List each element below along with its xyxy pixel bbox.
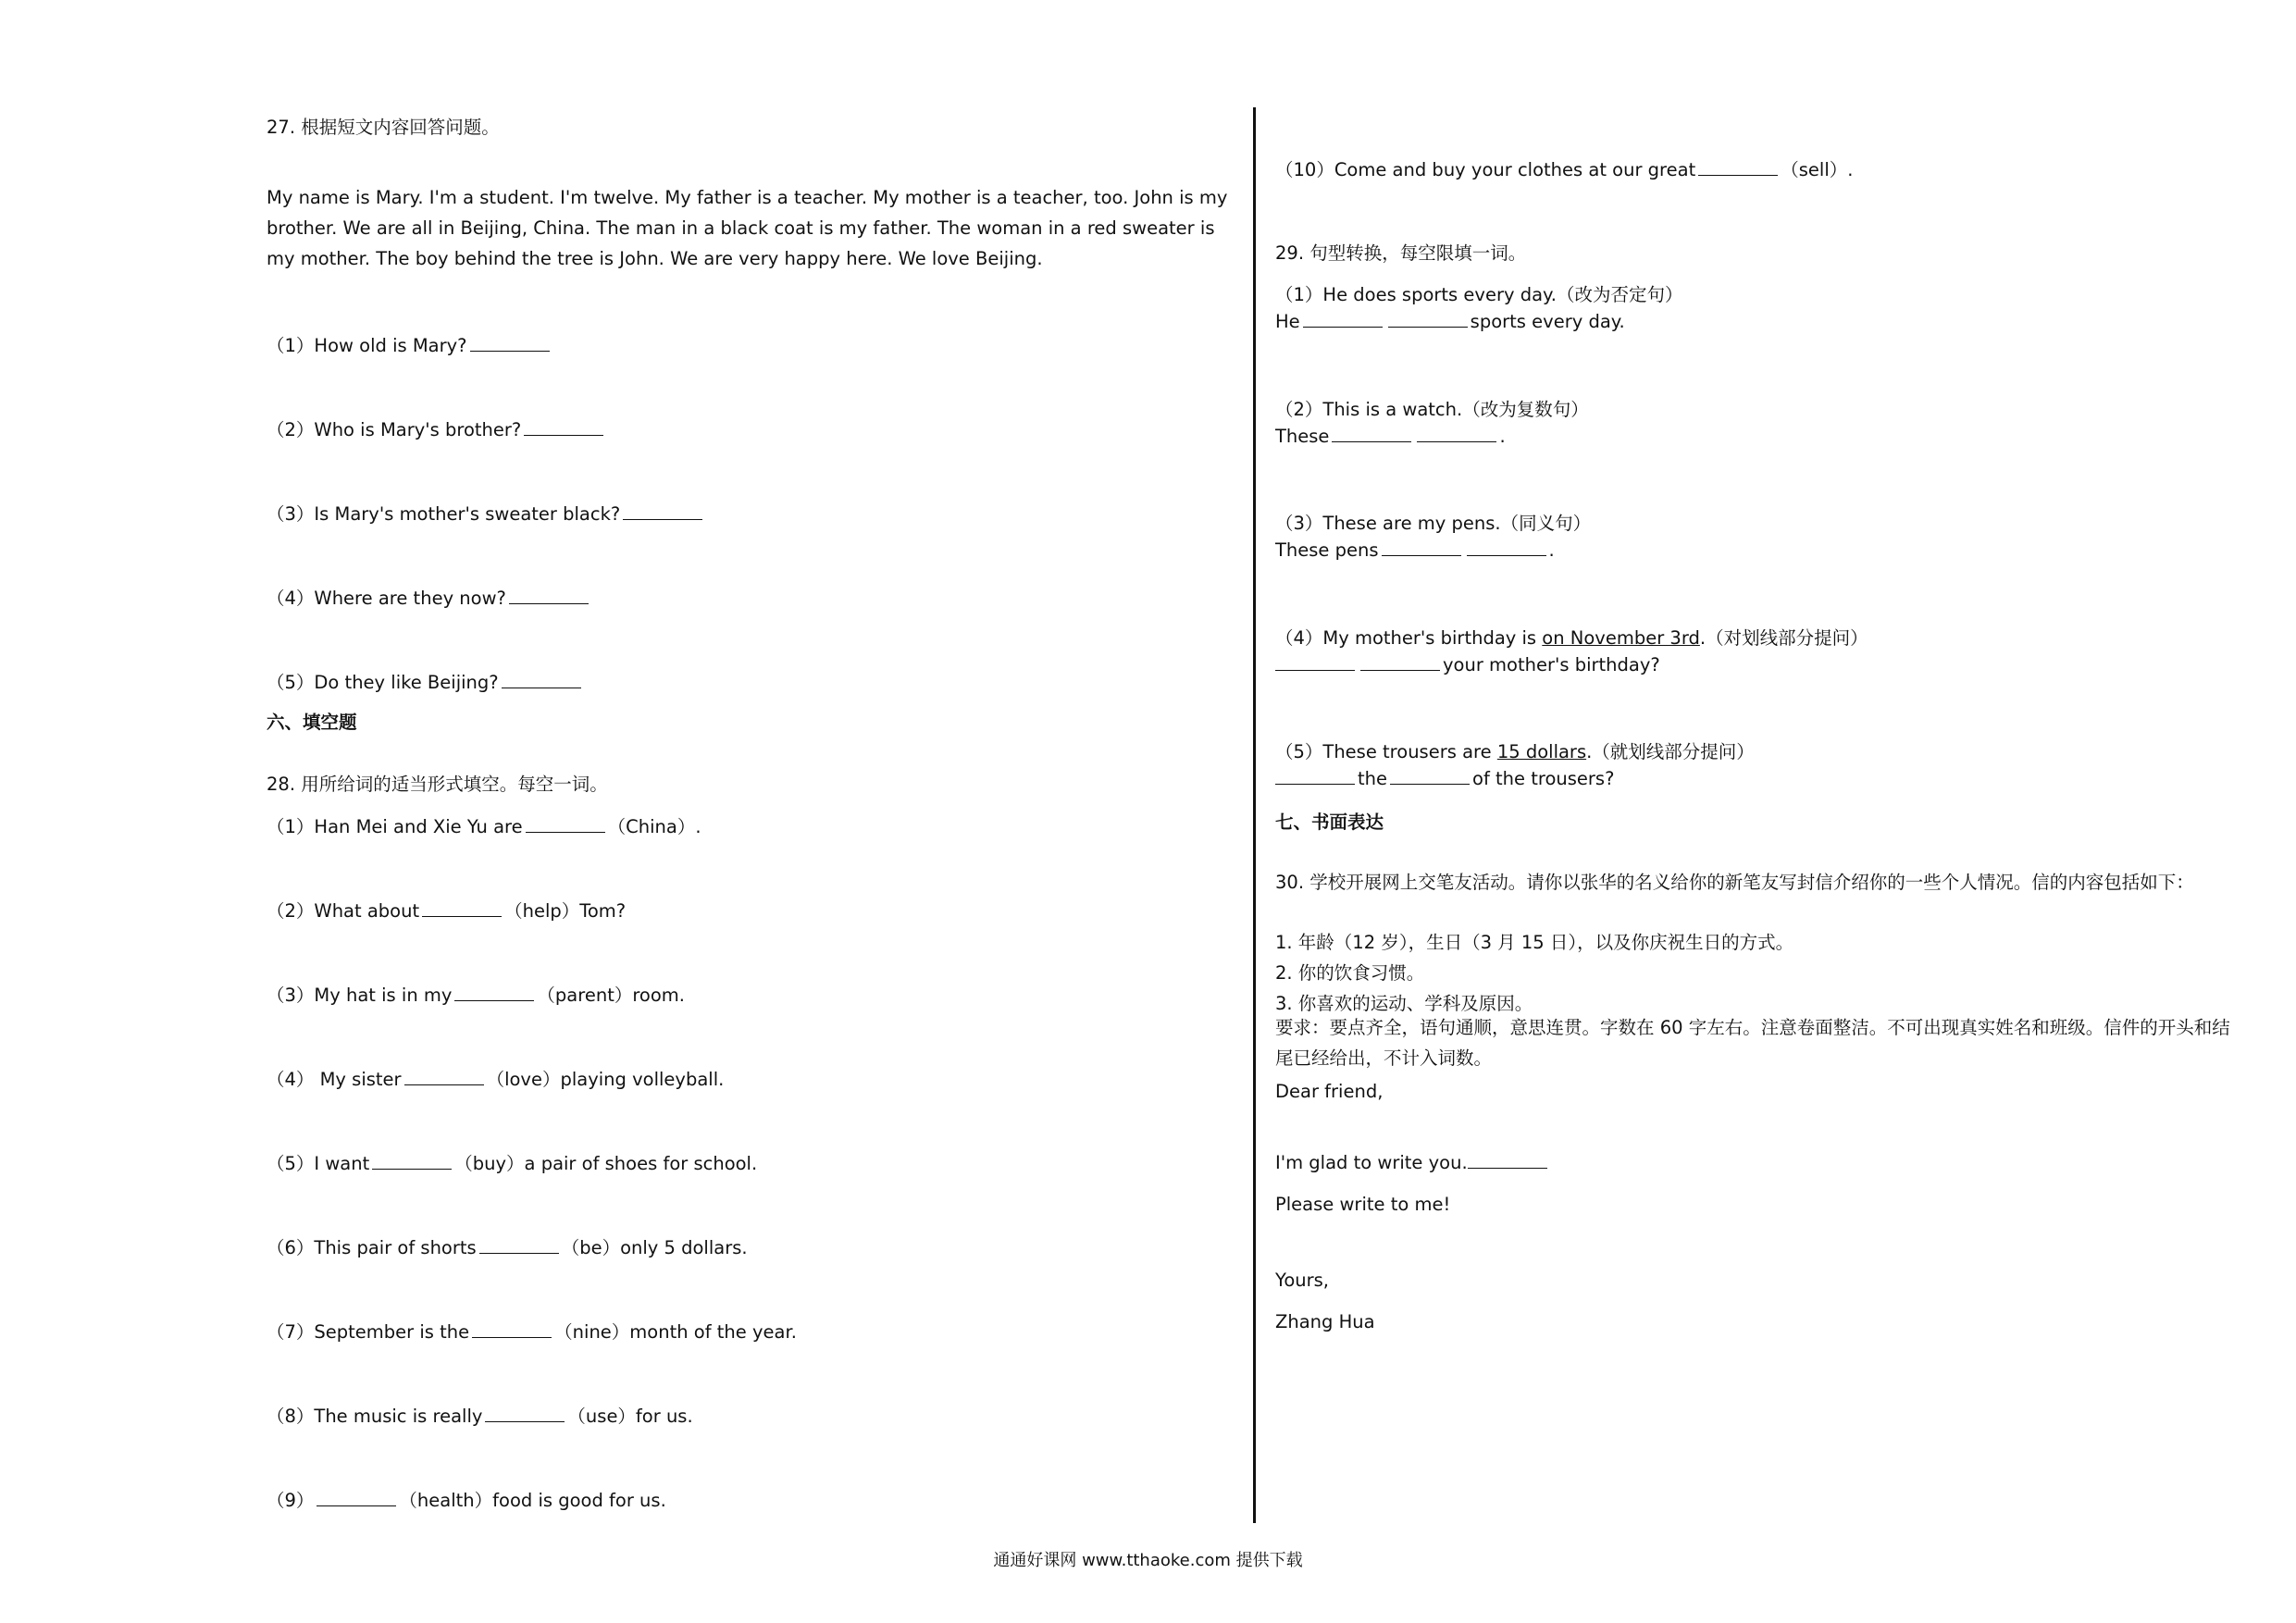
q28-item-8-before: （8）The music is really: [267, 1406, 483, 1427]
q27-passage: My name is Mary. I'm a student. I'm twelve. My father is a teacher. My mother is a teacher, too. John is my brother. We are all in Beijing, China. The man in a black coat is my father. The woman in a red sweater is my mother. The boy behind the tree is John. We are very happy here. We love Beijing.: [267, 187, 1228, 269]
q28-item-10-before: （10）Come and buy your clothes at our great: [1275, 159, 1696, 180]
q29-title: 29. 句型转换，每空限填一词。: [1275, 242, 1527, 264]
answer-blank[interactable]: [1275, 783, 1355, 785]
answer-blank[interactable]: [623, 518, 702, 520]
q29-item-2-answer: [1275, 426, 1506, 447]
letter-greeting: Dear friend,: [1275, 1081, 1384, 1102]
q27-item-1-text: （1）How old is Mary?: [267, 335, 467, 356]
q30-intro: 30. 学校开展网上交笔友活动。请你以张华的名义给你的新笔友写封信介绍你的一些个人情况。信的内容包括如下：: [1275, 872, 2194, 893]
q27-item-4-text: （4）Where are they now?: [267, 588, 506, 609]
q28-item-4: [267, 1065, 724, 1091]
q28-item-2-before: （2）What about: [267, 900, 420, 922]
q28-item-9-before: （9）: [267, 1490, 315, 1511]
q29-item-4-underlined: on November 3rd: [1542, 627, 1700, 649]
q28-item-6-before: （6）This pair of shorts: [267, 1237, 477, 1258]
letter-closing-line: Please write to me!: [1275, 1194, 1451, 1215]
q29-item-5-post: .（就划线部分提问）: [1586, 741, 1755, 762]
q29-item-1-prompt: （1）He does sports every day.（改为否定句）: [1275, 284, 1683, 305]
q28-item-3-before: （3）My hat is in my: [267, 985, 453, 1006]
answer-blank[interactable]: [404, 1084, 484, 1085]
q29-item-1-answer: [1275, 311, 1625, 332]
column-divider: [1253, 107, 1256, 1523]
answer-blank[interactable]: [470, 350, 550, 352]
section-heading-6: 六、填空题: [267, 712, 357, 733]
q27-title: 27. 根据短文内容回答问题。: [267, 117, 500, 138]
q29-item-4-pre: （4）My mother's birthday is: [1275, 627, 1543, 649]
answer-blank[interactable]: [316, 1505, 396, 1506]
answer-blank[interactable]: [1332, 440, 1411, 442]
answer-blank[interactable]: [1467, 554, 1546, 556]
q28-item-7-before: （7）September is the: [267, 1321, 470, 1343]
q28-item-4-after: （love）playing volleyball.: [486, 1069, 725, 1090]
q28-item-6: [267, 1233, 748, 1259]
q29-item-5-mid: the: [1358, 768, 1388, 789]
answer-blank[interactable]: [1698, 174, 1778, 176]
q29-item-5-prompt: [1275, 737, 1755, 763]
answer-blank[interactable]: [1417, 440, 1496, 442]
q28-item-9-after: （health）food is good for us.: [399, 1490, 666, 1511]
page-footer: 通通好课网 www.tthaoke.com 提供下载: [993, 1551, 1303, 1570]
q27-item-5-text: （5）Do they like Beijing?: [267, 672, 499, 693]
q29-item-1-tail: sports every day.: [1470, 311, 1625, 332]
q28-item-1-after: （China）.: [607, 816, 701, 837]
q27-item-1: [267, 331, 552, 357]
q28-item-7: [267, 1318, 797, 1344]
q30-point-1: 1. 年龄（12 岁），生日（3 月 15 日），以及你庆祝生日的方式。: [1275, 932, 1794, 953]
q30-point-3: 3. 你喜欢的运动、学科及原因。: [1275, 993, 1533, 1014]
answer-blank[interactable]: [479, 1252, 559, 1254]
q29-item-4-answer: [1275, 654, 1660, 675]
q29-item-1-lead: He: [1275, 311, 1300, 332]
q29-item-5-underlined: 15 dollars: [1496, 741, 1587, 762]
q27-item-3: [267, 500, 705, 526]
answer-blank[interactable]: [422, 915, 502, 917]
q28-item-10-after: （sell）.: [1781, 159, 1854, 180]
answer-blank[interactable]: [1275, 669, 1355, 671]
q27-item-3-text: （3）Is Mary's mother's sweater black?: [267, 503, 621, 525]
q28-item-10: [1275, 155, 1853, 181]
q29-item-3-prompt: （3）These are my pens.（同义句）: [1275, 513, 1592, 534]
q30-point-2: 2. 你的饮食习惯。: [1275, 962, 1425, 984]
q28-item-3-after: （parent）room.: [537, 985, 685, 1006]
answer-blank[interactable]: [1388, 326, 1468, 328]
q29-item-3-tail: .: [1548, 539, 1555, 561]
q29-item-3-lead: These pens: [1275, 539, 1379, 561]
letter-opening-text: I'm glad to write you.: [1275, 1152, 1468, 1173]
q30-requirement: 要求：要点齐全，语句通顺，意思连贯。字数在 60 字左右。注意卷面整洁。不可出现真实姓名和班级。信件的开头和结尾已经给出，不计入词数。: [1275, 1017, 2230, 1069]
q28-title: 28. 用所给词的适当形式填空。每空一词。: [267, 774, 608, 795]
q29-item-4-prompt: [1275, 624, 1868, 650]
q29-item-4-post: .（对划线部分提问）: [1699, 627, 1868, 649]
q28-item-2: [267, 897, 626, 923]
letter-opening: [1275, 1152, 1550, 1173]
q27-item-2-text: （2）Who is Mary's brother?: [267, 419, 522, 440]
q28-item-1-before: （1）Han Mei and Xie Yu are: [267, 816, 523, 837]
answer-blank[interactable]: [502, 687, 581, 688]
q28-item-9: [267, 1486, 666, 1512]
answer-blank[interactable]: [1390, 783, 1470, 785]
q28-item-4-before: （4） My sister: [267, 1069, 402, 1090]
letter-signoff: Yours,: [1275, 1270, 1329, 1291]
q29-item-5-answer: [1275, 768, 1614, 789]
section-heading-7: 七、书面表达: [1275, 812, 1384, 833]
q28-item-5: [267, 1149, 757, 1175]
q27-item-5: [267, 668, 584, 694]
q28-item-3: [267, 981, 685, 1007]
q29-item-3-answer: [1275, 539, 1555, 561]
answer-blank[interactable]: [509, 602, 589, 604]
q29-item-2-tail: .: [1499, 426, 1506, 447]
q29-item-2-prompt: （2）This is a watch.（改为复数句）: [1275, 399, 1589, 420]
answer-blank[interactable]: [372, 1168, 452, 1170]
q28-item-1: [267, 812, 701, 838]
q29-item-5-pre: （5）These trousers are: [1275, 741, 1497, 762]
q28-item-5-after: （buy）a pair of shoes for school.: [454, 1153, 758, 1174]
answer-blank[interactable]: [1303, 326, 1383, 328]
answer-blank[interactable]: [454, 999, 534, 1001]
q29-item-5-tail: of the trousers?: [1472, 768, 1615, 789]
q28-item-8: [267, 1402, 693, 1428]
answer-blank[interactable]: [1360, 669, 1440, 671]
q28-item-6-after: （be）only 5 dollars.: [561, 1237, 748, 1258]
q27-item-2: [267, 415, 606, 441]
answer-blank[interactable]: [472, 1336, 552, 1338]
answer-blank[interactable]: [524, 434, 603, 436]
q28-item-2-after: （help）Tom?: [504, 900, 627, 922]
answer-blank[interactable]: [526, 831, 605, 833]
answer-blank[interactable]: [1382, 554, 1461, 556]
q28-item-5-before: （5）I want: [267, 1153, 370, 1174]
q28-item-8-after: （use）for us.: [567, 1406, 693, 1427]
answer-blank[interactable]: [1468, 1167, 1547, 1169]
q29-item-2-lead: These: [1275, 426, 1330, 447]
q28-item-7-after: （nine）month of the year.: [554, 1321, 797, 1343]
answer-blank[interactable]: [485, 1420, 565, 1422]
letter-signature: Zhang Hua: [1275, 1311, 1375, 1332]
q29-item-4-tail: your mother's birthday?: [1443, 654, 1660, 675]
q27-item-4: [267, 584, 591, 610]
